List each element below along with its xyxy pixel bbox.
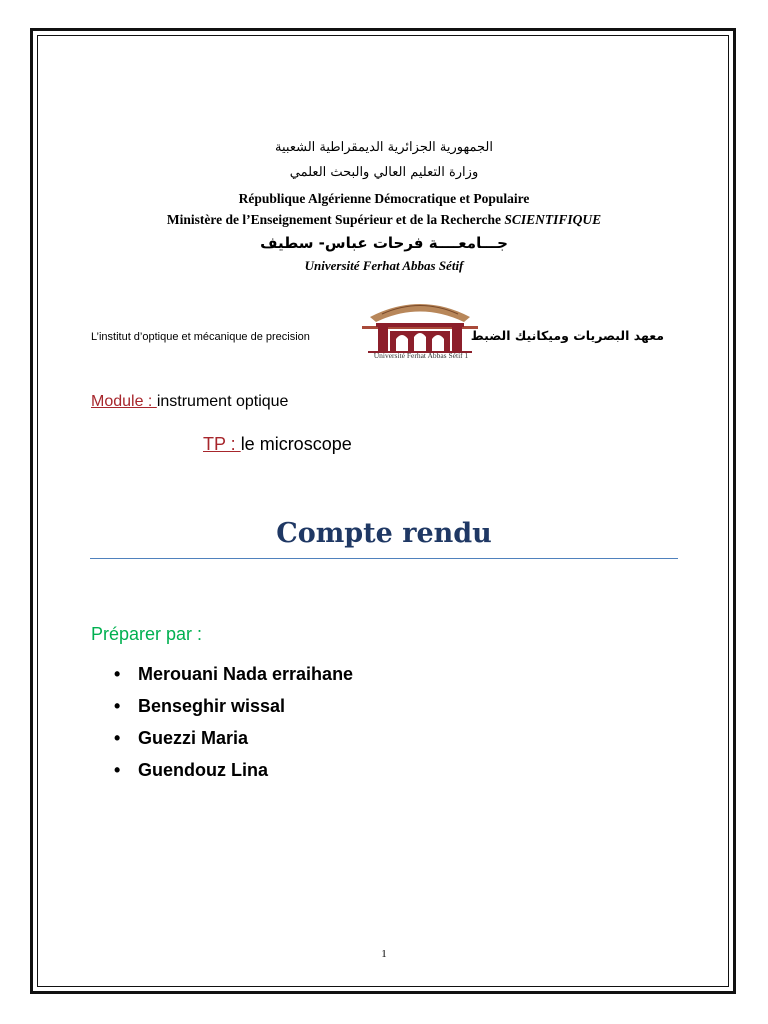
bullet-icon: • <box>114 728 121 748</box>
module-label: Module : <box>91 393 157 410</box>
ministry-emphasis: SCIENTIFIQUE <box>504 212 602 227</box>
page-number: 1 <box>381 948 387 960</box>
list-item <box>114 728 353 760</box>
author-name: Guezzi Maria <box>138 728 249 748</box>
institute-name-ar: معهد البصريات وميكانيك الضبط <box>470 328 664 343</box>
bullet-icon: • <box>114 696 121 716</box>
republic-heading: République Algérienne Démocratique et Populaire <box>238 191 530 206</box>
ministry-heading <box>0 212 768 228</box>
title-divider <box>90 558 678 559</box>
arabic-ministry-heading: وزارة التعليم العالي والبحث العلمي <box>289 165 479 180</box>
list-item <box>114 760 353 792</box>
bullet-icon: • <box>114 664 121 684</box>
arabic-republic-heading: الجمهورية الجزائرية الديمقراطية الشعبية <box>275 140 493 155</box>
bullet-icon: • <box>114 760 121 780</box>
tp-label: TP : <box>203 434 241 454</box>
author-name: Guendouz Lina <box>138 760 268 780</box>
logo-caption: Université Ferhat Abbas Sétif 1 <box>373 351 469 360</box>
university-heading: Université Ferhat Abbas Sétif <box>304 258 464 273</box>
author-name: Merouani Nada erraihane <box>138 664 354 684</box>
prepared-by-label: Préparer par : <box>91 624 203 644</box>
tp-value: le microscope <box>240 434 352 454</box>
report-title: Compte rendu <box>276 518 492 549</box>
institute-name-fr: L’institut d’optique et mécanique de precision <box>91 331 310 343</box>
author-list <box>114 664 353 792</box>
university-arabic-heading: جـــامعــــة فرحات عباس- سطيف <box>260 234 508 252</box>
author-name: Benseghir wissal <box>138 696 286 716</box>
list-item <box>114 664 353 696</box>
module-value: instrument optique <box>156 393 289 410</box>
ministry-text: Ministère de l’Enseignement Supérieur et de la Recherche <box>166 212 501 227</box>
list-item <box>114 696 353 728</box>
tp-line <box>203 434 352 455</box>
module-line <box>91 393 288 411</box>
